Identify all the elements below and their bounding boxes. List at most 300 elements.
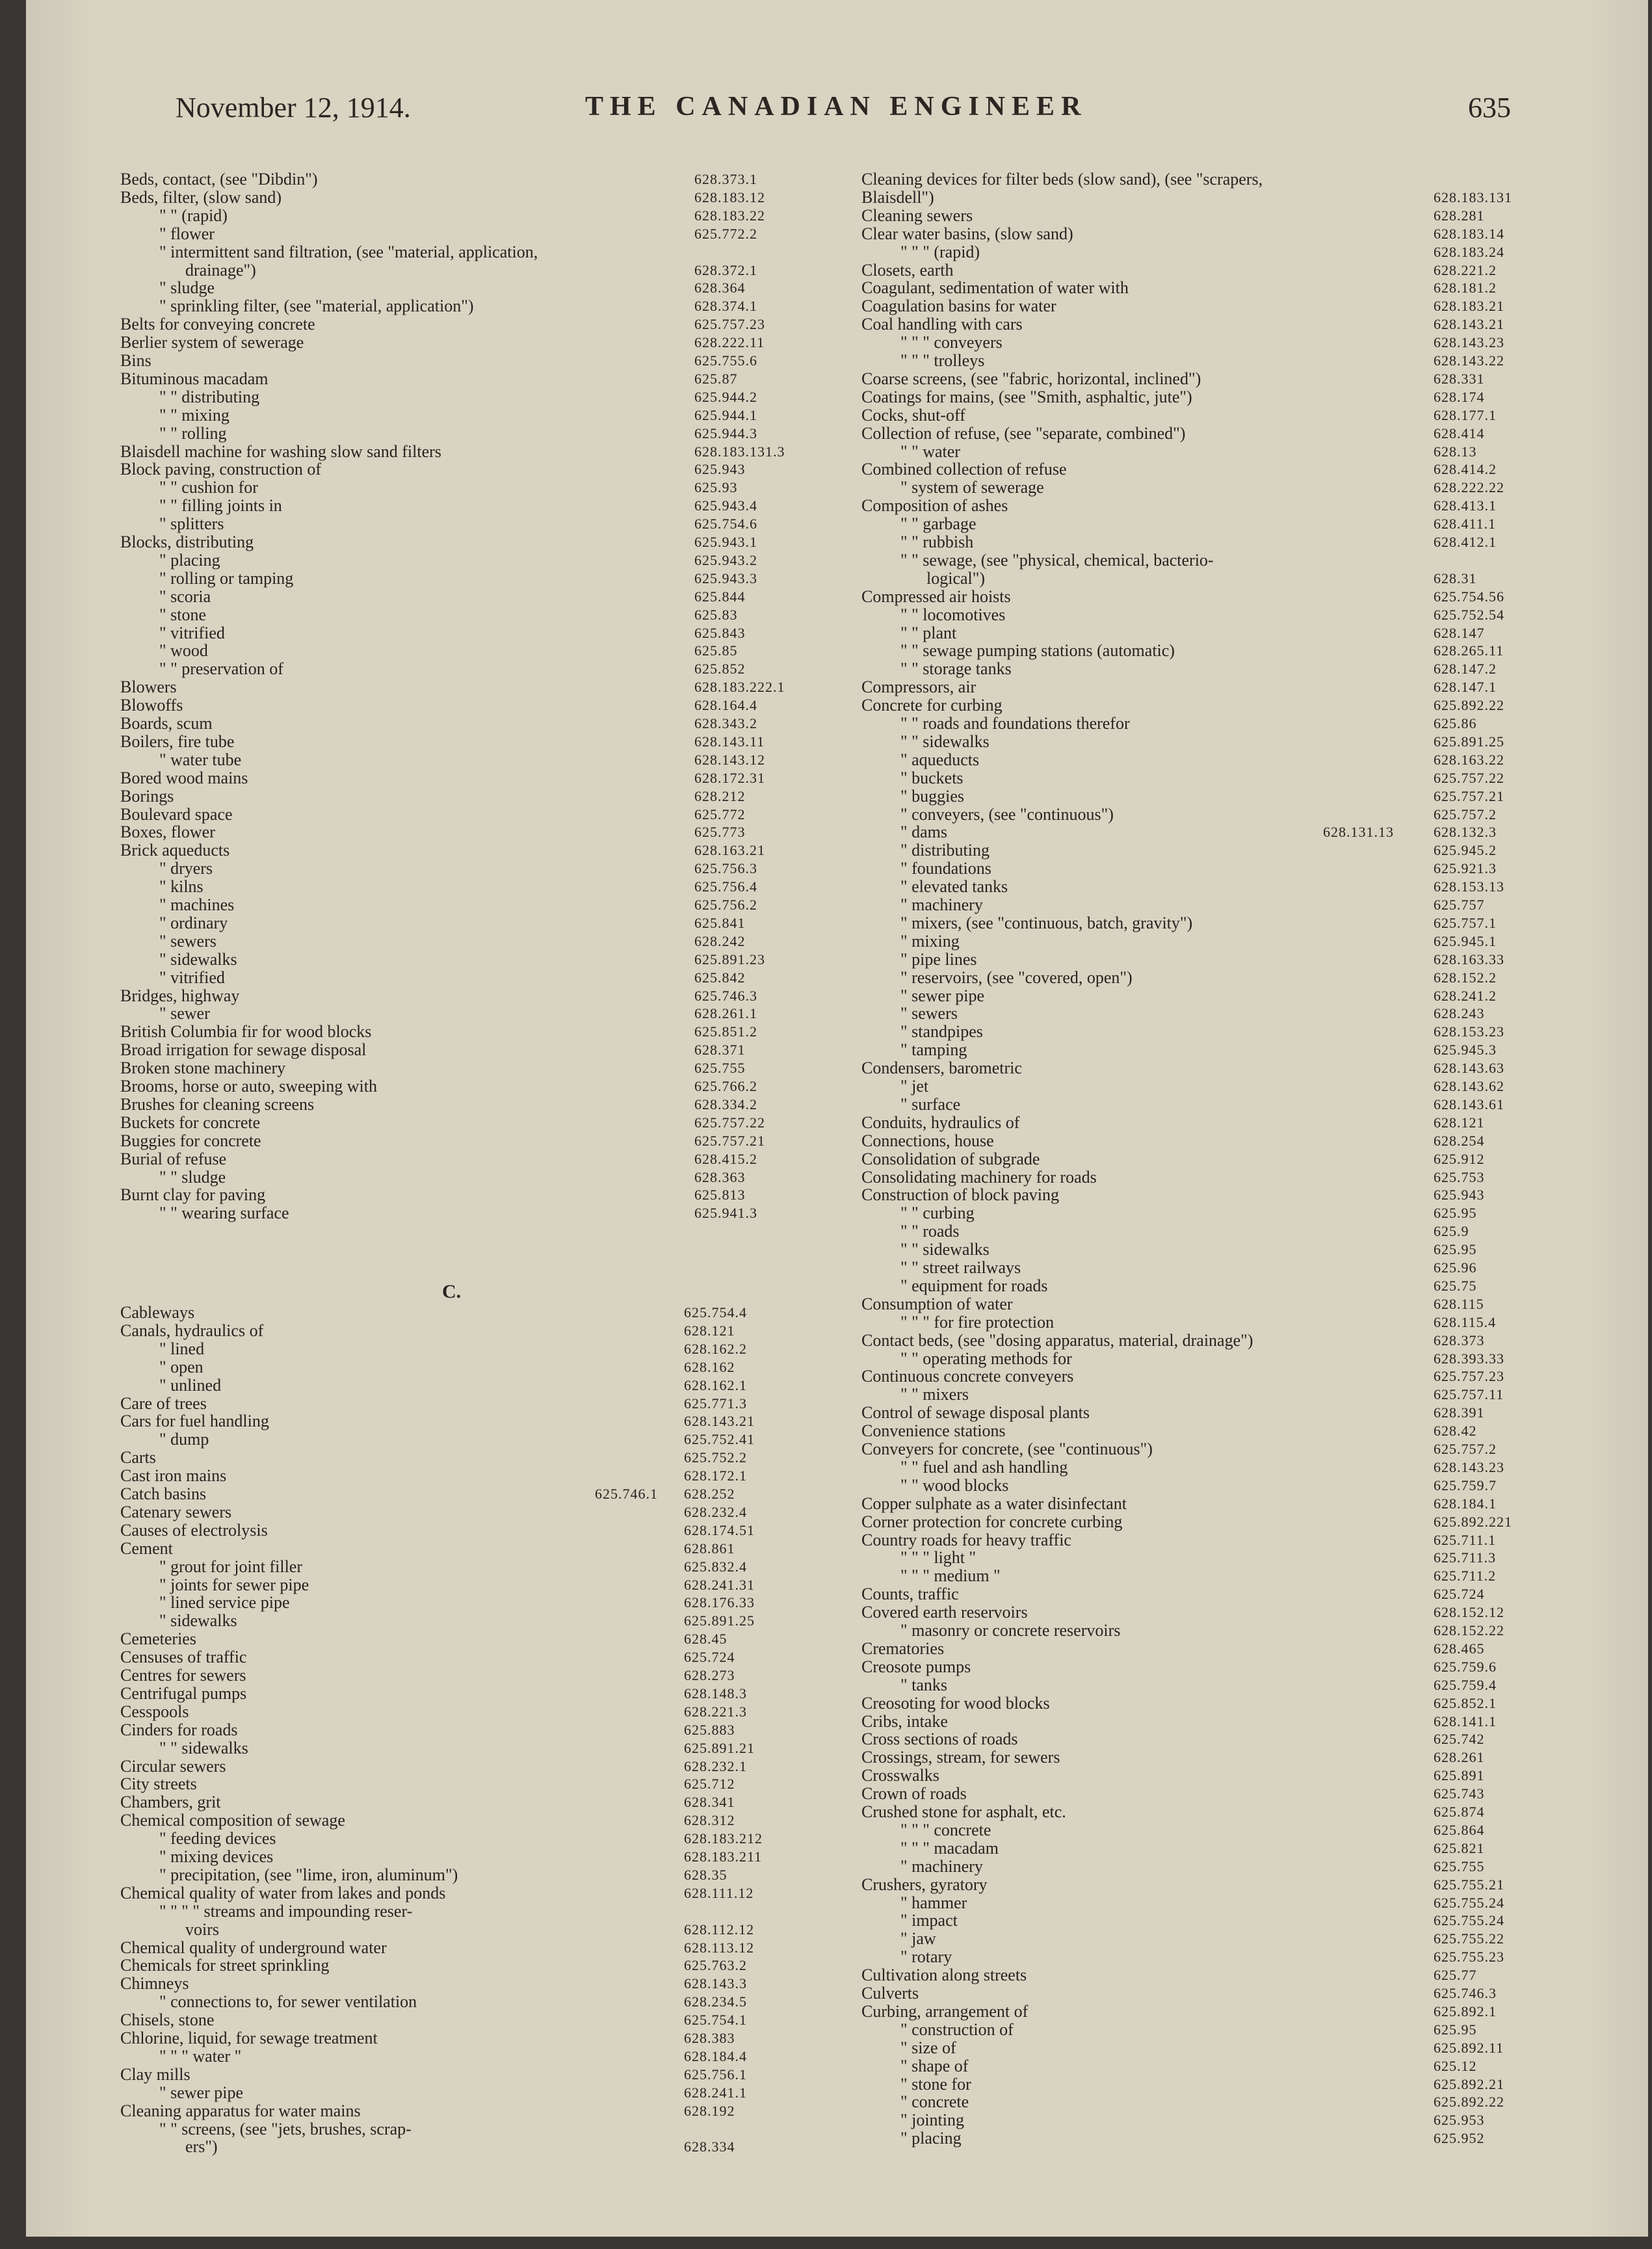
entry-class-number: 628.341 bbox=[684, 1794, 735, 1811]
index-entry bbox=[26, 1367, 1603, 1386]
entry-term: " " " trolleys bbox=[900, 351, 985, 370]
entry-term: Cocks, shut-off bbox=[861, 405, 965, 425]
index-entry bbox=[26, 297, 1603, 315]
entry-class-number: 628.174 bbox=[1434, 388, 1485, 405]
entry-class-number: 625.95 bbox=[1434, 1205, 1477, 1222]
entry-term: " machinery bbox=[900, 895, 983, 914]
index-entry bbox=[26, 1839, 1603, 1858]
index-entry bbox=[26, 1640, 1603, 1658]
entry-class-number: 625.944.3 bbox=[694, 425, 757, 441]
entry-term: " " wood blocks bbox=[900, 1475, 1009, 1495]
entry-class-number: 628.153.23 bbox=[1434, 1023, 1504, 1040]
entry-class-number: 628.393.33 bbox=[1434, 1350, 1504, 1367]
entry-class-number: 625.892.22 bbox=[1434, 697, 1504, 714]
entry-term: Boulevard space bbox=[120, 804, 233, 824]
entry-term: " dryers bbox=[159, 859, 213, 878]
index-entry bbox=[26, 1458, 1603, 1477]
section-letter-c: C. bbox=[442, 1281, 462, 1302]
entry-class-number: 628.143.12 bbox=[694, 751, 765, 768]
index-entry bbox=[26, 2003, 1603, 2021]
entry-term: " elevated tanks bbox=[900, 877, 1008, 897]
index-entry bbox=[26, 751, 1603, 769]
entry-class-number: 628.265.11 bbox=[1434, 642, 1504, 659]
entry-class-number: 625.921.3 bbox=[1434, 860, 1497, 877]
page bbox=[26, 0, 1648, 2237]
entry-term: Boilers, fire tube bbox=[120, 731, 235, 751]
index-entry bbox=[26, 1295, 1603, 1313]
entry-term: " " " conveyers bbox=[900, 333, 1003, 352]
entry-class-number: 625.755 bbox=[1434, 1858, 1485, 1874]
entry-class-number: 625.756.4 bbox=[694, 878, 757, 895]
page-number: 635 bbox=[1468, 92, 1511, 124]
entry-class-number: 625.772 bbox=[694, 806, 746, 822]
entry-class-number: 628.163.33 bbox=[1434, 951, 1504, 967]
entry-class-number: 625.757.23 bbox=[694, 316, 765, 333]
entry-term: Cinders for roads bbox=[120, 1720, 238, 1739]
entry-term: Boards, scum bbox=[120, 714, 213, 733]
index-entry bbox=[26, 225, 1603, 243]
entry-class-number: 628.234.5 bbox=[684, 1993, 747, 2010]
entry-term: ers") bbox=[185, 2137, 218, 2157]
index-entry bbox=[26, 2021, 1603, 2039]
entry-class-number: 628.363 bbox=[694, 1168, 746, 1185]
entry-class-number: 628.183.131 bbox=[1434, 189, 1512, 205]
entry-term: Cemeteries bbox=[120, 1629, 196, 1649]
index-entry bbox=[26, 1204, 1603, 1222]
entry-term: Condensers, barometric bbox=[861, 1059, 1022, 1078]
entry-term: Circular sewers bbox=[120, 1756, 226, 1776]
entry-class-number: 628.373 bbox=[1434, 1332, 1485, 1348]
entry-term: Beds, filter, (slow sand) bbox=[120, 187, 282, 207]
entry-class-number: 625.742 bbox=[1434, 1731, 1485, 1748]
entry-class-number: 628.334 bbox=[684, 2138, 735, 2155]
entry-term: Consumption of water bbox=[861, 1294, 1013, 1313]
entry-term: " " rubbish bbox=[900, 533, 974, 551]
entry-term: Crossings, stream, for sewers bbox=[861, 1748, 1060, 1767]
index-entry bbox=[26, 1531, 1603, 1549]
entry-term: Crown of roads bbox=[861, 1784, 967, 1804]
entry-class-number: 625.93 bbox=[694, 479, 738, 496]
entry-term: Blaisdell machine for washing slow sand filters bbox=[120, 441, 441, 461]
index-entry bbox=[26, 1549, 1603, 1567]
header-date: November 12, 1914. bbox=[176, 92, 411, 124]
entry-term: " water tube bbox=[159, 750, 242, 769]
entry-term: " dump bbox=[159, 1430, 209, 1449]
entry-class-number: 628.412.1 bbox=[1434, 534, 1497, 550]
entry-term: " foundations bbox=[900, 859, 991, 878]
entry-term: " mixing bbox=[900, 931, 960, 951]
entry-class-number: 628.414 bbox=[1434, 425, 1485, 441]
index-entry bbox=[26, 1876, 1603, 1894]
entry-class-number: 625.943.2 bbox=[694, 551, 757, 568]
entry-class-number: 628.152.22 bbox=[1434, 1622, 1504, 1638]
entry-term: " " " " streams and impounding reser- bbox=[159, 1901, 413, 1921]
entry-term: " " garbage bbox=[900, 514, 977, 534]
entry-class-number: 628.415.2 bbox=[694, 1150, 757, 1167]
index-entry bbox=[26, 207, 1603, 225]
index-entry bbox=[26, 2111, 1603, 2129]
entry-term: " hammer bbox=[900, 1893, 967, 1912]
entry-term: Bored wood mains bbox=[120, 768, 248, 787]
index-entry bbox=[26, 370, 1603, 388]
entry-class-number: 625.752.41 bbox=[684, 1431, 755, 1448]
index-entry bbox=[26, 425, 1603, 443]
entry-term: Borings bbox=[120, 786, 174, 806]
entry-term: " ordinary bbox=[159, 913, 228, 932]
entry-term: Covered earth reservoirs bbox=[861, 1603, 1028, 1622]
entry-term: " mixing devices bbox=[159, 1847, 274, 1866]
entry-class-number: 628.31 bbox=[1434, 570, 1477, 586]
entry-class-number: 625.96 bbox=[1434, 1259, 1477, 1276]
entry-class-number: 625.87 bbox=[694, 370, 738, 387]
index-entry bbox=[26, 1858, 1603, 1876]
index-entry bbox=[26, 678, 1603, 696]
entry-term: " placing bbox=[900, 2129, 962, 2148]
entry-class-number: 628.147.1 bbox=[1434, 679, 1497, 696]
entry-class-number: 625.757.22 bbox=[1434, 769, 1504, 786]
index-entry bbox=[26, 1567, 1603, 1585]
index-entry bbox=[26, 315, 1603, 334]
entry-term: " concrete bbox=[900, 2092, 969, 2112]
entry-term: Cultivation along streets bbox=[861, 1966, 1027, 1985]
entry-class-number: 628.113.12 bbox=[684, 1939, 755, 1956]
entry-term: Collection of refuse, (see "separate, combined") bbox=[861, 423, 1186, 443]
entry-term: " sewer bbox=[159, 1004, 210, 1023]
index-entry bbox=[26, 823, 1603, 841]
index-entry bbox=[26, 896, 1603, 914]
entry-class-number: 628.221.2 bbox=[1434, 261, 1497, 278]
index-entry bbox=[26, 1313, 1603, 1332]
entry-term: " " operating methods for bbox=[900, 1348, 1072, 1368]
entry-term: Convenience stations bbox=[861, 1421, 1006, 1441]
entry-class-number: 625.752.2 bbox=[684, 1449, 747, 1466]
entry-term: Burial of refuse bbox=[120, 1149, 227, 1168]
entry-term: Copper sulphate as a water disinfectant bbox=[861, 1493, 1127, 1513]
entry-class-number: 628.343.2 bbox=[694, 715, 757, 731]
entry-term: " system of sewerage bbox=[900, 478, 1044, 497]
entry-term: Chambers, grit bbox=[120, 1793, 221, 1812]
entry-class-number: 625.711.2 bbox=[1434, 1568, 1497, 1585]
entry-term: Coagulant, sedimentation of water with bbox=[861, 278, 1129, 298]
entry-class-number: 625.943 bbox=[694, 461, 746, 478]
entry-class-number: 625.943.3 bbox=[694, 570, 757, 586]
index-entry bbox=[26, 1513, 1603, 1531]
entry-term: " " sidewalks bbox=[900, 1240, 990, 1259]
index-entry bbox=[26, 1440, 1603, 1458]
entry-term: " sewer pipe bbox=[159, 2083, 244, 2102]
entry-class-number: 625.851.2 bbox=[694, 1023, 757, 1040]
entry-term: " " wearing surface bbox=[159, 1203, 289, 1223]
index-entry bbox=[26, 334, 1603, 352]
entry-class-number: 628.152.2 bbox=[1434, 969, 1497, 986]
entry-term: " tamping bbox=[900, 1040, 967, 1060]
entry-class-number: 625.95 bbox=[1434, 2021, 1477, 2038]
entry-class-number: 628.112.12 bbox=[684, 1921, 755, 1938]
entry-term: Catch basins bbox=[120, 1484, 207, 1503]
entry-class-number: 625.892.11 bbox=[1434, 2039, 1504, 2056]
entry-class-number: 625.763.2 bbox=[684, 1957, 747, 1974]
entry-class-number: 628.183.22 bbox=[694, 207, 765, 224]
entry-term: " splitters bbox=[159, 514, 224, 534]
entry-term: " lined service pipe bbox=[159, 1593, 290, 1612]
entry-class-number: 628.414.2 bbox=[1434, 461, 1497, 478]
entry-class-number: 625.75 bbox=[1434, 1277, 1477, 1294]
entry-term: " open bbox=[159, 1357, 203, 1376]
entry-term: " " preservation of bbox=[159, 659, 283, 679]
entry-term: Creosoting for wood blocks bbox=[861, 1693, 1050, 1713]
entry-class-number: 625.891.25 bbox=[684, 1612, 755, 1629]
entry-class-number: 628.183.222.1 bbox=[694, 679, 785, 696]
entry-class-number: 628.184.1 bbox=[1434, 1495, 1497, 1512]
entry-term: Closets, earth bbox=[861, 260, 954, 280]
index-entry bbox=[26, 624, 1603, 642]
index-entry bbox=[26, 2057, 1603, 2075]
index-entry bbox=[26, 1767, 1603, 1785]
entry-class-number: 628.334.2 bbox=[694, 1096, 757, 1112]
entry-class-number: 628.183.212 bbox=[684, 1830, 763, 1847]
entry-class-number: 628.222.11 bbox=[694, 334, 765, 351]
entry-term: " " storage tanks bbox=[900, 659, 1012, 679]
entry-class-number: 628.177.1 bbox=[1434, 406, 1497, 423]
entry-term: Care of trees bbox=[120, 1393, 207, 1413]
entry-class-number: 628.174.51 bbox=[684, 1521, 755, 1538]
index-entry bbox=[26, 1186, 1603, 1204]
index-entry bbox=[26, 1422, 1603, 1440]
entry-class-number: 628.252 bbox=[684, 1486, 735, 1502]
entry-class-number: 628.413.1 bbox=[1434, 497, 1497, 514]
entry-class-number: 628.143.11 bbox=[694, 733, 765, 750]
entry-term: Continuous concrete conveyers bbox=[861, 1367, 1074, 1386]
entry-term: " scoria bbox=[159, 586, 211, 606]
entry-term: Cableways bbox=[120, 1303, 195, 1322]
entry-term: " " street railways bbox=[900, 1258, 1021, 1277]
entry-class-number: 628.232.1 bbox=[684, 1757, 747, 1774]
entry-term: Contact beds, (see "dosing apparatus, material, drainage") bbox=[861, 1330, 1253, 1350]
entry-class-number: 628.465 bbox=[1434, 1640, 1485, 1657]
entry-class-number: 628.115.4 bbox=[1434, 1313, 1497, 1330]
entry-term: Bridges, highway bbox=[120, 986, 240, 1005]
entry-term: Control of sewage disposal plants bbox=[861, 1403, 1090, 1423]
entry-class-number: 628.176.33 bbox=[684, 1594, 755, 1611]
entry-class-number: 625.757.11 bbox=[1434, 1386, 1504, 1403]
entry-term: " mixers, (see "continuous, batch, gravity") bbox=[900, 913, 1193, 932]
entry-term: Cleaning devices for filter beds (slow sand), (see "scrapers, bbox=[861, 170, 1263, 189]
entry-term: " sewers bbox=[900, 1004, 958, 1023]
entry-term: voirs bbox=[185, 1919, 219, 1939]
entry-term: " buggies bbox=[900, 786, 964, 806]
entry-class-number: 625.754.4 bbox=[684, 1304, 747, 1321]
entry-term: logical") bbox=[926, 568, 986, 588]
entry-term: Chimneys bbox=[120, 1974, 189, 1993]
index-entry bbox=[26, 533, 1603, 551]
index-entry bbox=[26, 860, 1603, 878]
entry-class-number: 628.45 bbox=[684, 1631, 728, 1648]
entry-class-number: 628.374.1 bbox=[694, 298, 757, 315]
entry-term: " " mixers bbox=[900, 1385, 969, 1404]
index-entry bbox=[26, 660, 1603, 678]
entry-term: Crosswalks bbox=[861, 1766, 939, 1785]
entry-term: " aqueducts bbox=[900, 750, 980, 769]
entry-class-number: 625.842 bbox=[694, 969, 746, 986]
entry-class-number-extra: 625.746.1 bbox=[595, 1486, 658, 1502]
entry-class-number: 628.163.22 bbox=[1434, 751, 1504, 768]
entry-term: Boxes, flower bbox=[120, 822, 215, 842]
index-entry bbox=[26, 878, 1603, 896]
entry-term: Construction of block paving bbox=[861, 1185, 1060, 1205]
entry-term: Berlier system of sewerage bbox=[120, 333, 304, 352]
entry-class-number: 625.945.1 bbox=[1434, 932, 1497, 949]
entry-term: Buckets for concrete bbox=[120, 1112, 261, 1132]
entry-class-number: 628.222.22 bbox=[1434, 479, 1504, 496]
index-entry bbox=[26, 406, 1603, 425]
index-entry bbox=[26, 1930, 1603, 1948]
entry-term: Carts bbox=[120, 1448, 156, 1467]
entry-term: Centres for sewers bbox=[120, 1666, 246, 1685]
index-entry bbox=[26, 1984, 1603, 2003]
index-entry bbox=[26, 1096, 1603, 1114]
entry-term: " vitrified bbox=[159, 967, 225, 987]
entry-term: " " " for fire protection bbox=[900, 1312, 1055, 1332]
entry-term: Cleaning apparatus for water mains bbox=[120, 2101, 361, 2120]
entry-term: City streets bbox=[120, 1774, 197, 1794]
index-entry bbox=[26, 170, 1603, 189]
entry-term: Coarse screens, (see "fabric, horizontal, inclined") bbox=[861, 369, 1201, 388]
index-entry bbox=[26, 1676, 1603, 1694]
index-entry bbox=[26, 1894, 1603, 1912]
index-entry bbox=[26, 733, 1603, 751]
entry-class-number: 625.759.7 bbox=[1434, 1477, 1497, 1493]
entry-term: " standpipes bbox=[900, 1022, 983, 1042]
entry-class-number-extra: 628.131.13 bbox=[1323, 824, 1394, 841]
entry-class-number: 625.757.21 bbox=[1434, 787, 1504, 804]
entry-term: " flower bbox=[159, 224, 215, 243]
entry-term: " buckets bbox=[900, 768, 964, 787]
entry-class-number: 625.772.2 bbox=[694, 225, 757, 242]
entry-term: Creosote pumps bbox=[861, 1657, 971, 1676]
entry-class-number: 628.143.3 bbox=[684, 1975, 747, 1992]
entry-class-number: 625.755 bbox=[694, 1060, 746, 1077]
entry-term: " stone bbox=[159, 605, 206, 624]
entry-term: " " " concrete bbox=[900, 1820, 991, 1839]
entry-term: " kilns bbox=[159, 877, 203, 897]
entry-class-number: 628.241.1 bbox=[684, 2084, 747, 2101]
entry-class-number: 628.172.1 bbox=[684, 1467, 747, 1484]
index-entry bbox=[26, 1603, 1603, 1622]
index-entry bbox=[26, 1730, 1603, 1748]
entry-class-number: 625.755.6 bbox=[694, 352, 757, 369]
entry-class-number: 625.844 bbox=[694, 588, 746, 605]
entry-term: " rotary bbox=[900, 1947, 952, 1967]
entry-term: Bituminous macadam bbox=[120, 369, 269, 388]
index-entry bbox=[26, 1694, 1603, 1713]
entry-term: Cement bbox=[120, 1538, 173, 1558]
index-entry bbox=[26, 1912, 1603, 1930]
entry-class-number: 625.943 bbox=[1434, 1187, 1485, 1203]
entry-term: " sewers bbox=[159, 931, 216, 951]
entry-class-number: 628.261.1 bbox=[694, 1005, 757, 1022]
entry-class-number: 625.757.1 bbox=[1434, 914, 1497, 931]
entry-class-number: 628.111.12 bbox=[684, 1884, 754, 1901]
index-entry bbox=[26, 1077, 1603, 1096]
entry-class-number: 628.143.21 bbox=[1434, 316, 1504, 333]
entry-class-number: 628.181.2 bbox=[1434, 280, 1497, 296]
entry-term: " reservoirs, (see "covered, open") bbox=[900, 967, 1133, 987]
entry-term: British Columbia fir for wood blocks bbox=[120, 1022, 372, 1042]
entry-term: " sewer pipe bbox=[900, 986, 985, 1005]
entry-class-number: 628.373.1 bbox=[694, 171, 757, 187]
entry-class-number: 628.241.31 bbox=[684, 1576, 755, 1593]
entry-term: " wood bbox=[159, 641, 208, 661]
entry-class-number: 625.891 bbox=[1434, 1767, 1485, 1784]
entry-class-number: 625.83 bbox=[694, 606, 738, 623]
entry-term: " " mixing bbox=[159, 405, 229, 425]
entry-class-number: 628.143.22 bbox=[1434, 352, 1504, 369]
entry-class-number: 625.759.4 bbox=[1434, 1676, 1497, 1693]
index-entry bbox=[26, 969, 1603, 987]
entry-term: " " distributing bbox=[159, 387, 260, 406]
entry-term: " precipitation, (see "lime, iron, aluminum") bbox=[159, 1865, 458, 1884]
entry-class-number: 625.771.3 bbox=[684, 1395, 747, 1412]
entry-class-number: 628.143.21 bbox=[684, 1413, 755, 1430]
entry-term: Compressors, air bbox=[861, 677, 977, 697]
entry-term: Compressed air hoists bbox=[861, 586, 1011, 606]
entry-term: " " screens, (see "jets, brushes, scrap- bbox=[159, 2119, 412, 2138]
entry-class-number: 625.852.1 bbox=[1434, 1694, 1497, 1711]
index-entry bbox=[26, 1350, 1603, 1368]
index-entry bbox=[26, 551, 1603, 570]
entry-term: Combined collection of refuse bbox=[861, 460, 1067, 479]
entry-term: " masonry or concrete reservoirs bbox=[900, 1621, 1121, 1640]
index-entry bbox=[26, 1585, 1603, 1603]
entry-class-number: 628.183.211 bbox=[684, 1848, 763, 1865]
index-entry bbox=[26, 787, 1603, 806]
index-entry bbox=[26, 1277, 1603, 1295]
entry-term: Corner protection for concrete curbing bbox=[861, 1512, 1123, 1531]
entry-term: " " sidewalks bbox=[900, 731, 990, 751]
entry-class-number: 625.754.56 bbox=[1434, 588, 1504, 605]
entry-term: Broad irrigation for sewage disposal bbox=[120, 1040, 367, 1060]
entry-class-number: 625.746.3 bbox=[1434, 1985, 1497, 2001]
entry-class-number: 625.757.21 bbox=[694, 1132, 765, 1149]
entry-class-number: 625.953 bbox=[1434, 2112, 1485, 2129]
entry-term: Bins bbox=[120, 351, 151, 370]
entry-term: Country roads for heavy traffic bbox=[861, 1530, 1071, 1549]
entry-term: " " " medium " bbox=[900, 1566, 1001, 1586]
entry-term: Coatings for mains, (see "Smith, asphaltic, jute") bbox=[861, 387, 1192, 406]
index-entry bbox=[26, 1948, 1603, 1966]
entry-class-number: 628.162 bbox=[684, 1358, 735, 1375]
entry-class-number: 625.941.3 bbox=[694, 1205, 757, 1222]
entry-term: Crushers, gyratory bbox=[861, 1874, 988, 1894]
entry-term: Chemical composition of sewage bbox=[120, 1811, 345, 1830]
entry-term: " jointing bbox=[900, 2111, 965, 2130]
index-entry bbox=[26, 1023, 1603, 1041]
entry-class-number: 628.372.1 bbox=[694, 261, 757, 278]
entry-term: Brick aqueducts bbox=[120, 841, 230, 860]
entry-term: Concrete for curbing bbox=[861, 696, 1003, 715]
entry-term: Cesspools bbox=[120, 1702, 189, 1721]
index-entry bbox=[26, 1132, 1603, 1150]
index-entry bbox=[26, 642, 1603, 660]
entry-class-number: 625.712 bbox=[684, 1776, 735, 1793]
entry-term: " grout for joint filler bbox=[159, 1557, 303, 1576]
entry-class-number: 625.85 bbox=[694, 642, 738, 659]
entry-class-number: 628.143.63 bbox=[1434, 1060, 1504, 1077]
index-entry bbox=[26, 1114, 1603, 1132]
entry-term: " unlined bbox=[159, 1375, 222, 1395]
entry-class-number: 628.143.61 bbox=[1434, 1096, 1504, 1112]
entry-class-number: 628.183.14 bbox=[1434, 225, 1504, 242]
